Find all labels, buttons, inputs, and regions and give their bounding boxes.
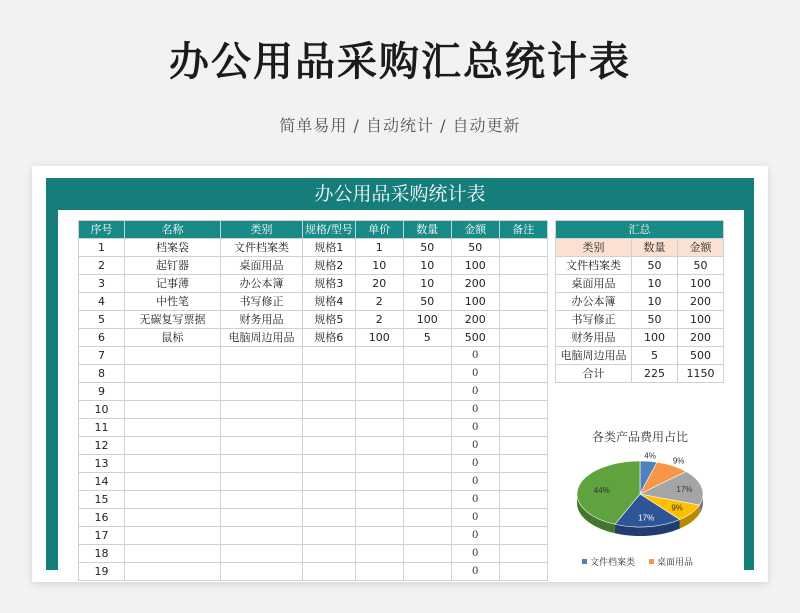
summary-cell[interactable]: 50 [678, 257, 724, 275]
table-cell[interactable] [499, 437, 547, 455]
table-cell[interactable]: 0 [451, 455, 499, 473]
table-cell[interactable]: 电脑周边用品 [221, 329, 303, 347]
column-header[interactable]: 类别 [221, 221, 303, 239]
table-cell[interactable]: 15 [79, 491, 125, 509]
pie-data-label: 9% [671, 503, 683, 513]
table-cell[interactable] [499, 527, 547, 545]
table-cell[interactable] [125, 491, 221, 509]
summary-column-header[interactable]: 类别 [556, 239, 632, 257]
table-cell[interactable]: 鼠标 [125, 329, 221, 347]
table-cell[interactable] [221, 365, 303, 383]
table-cell[interactable]: 500 [451, 329, 499, 347]
summary-cell[interactable]: 200 [678, 329, 724, 347]
legend-label: 文件档案类 [590, 558, 636, 568]
table-cell[interactable]: 200 [451, 311, 499, 329]
table-cell[interactable] [125, 455, 221, 473]
summary-table [555, 220, 724, 383]
summary-cell[interactable]: 5 [632, 347, 678, 365]
spreadsheet-frame [46, 178, 754, 578]
table-cell[interactable]: 5 [79, 311, 125, 329]
table-cell[interactable] [499, 293, 547, 311]
table-cell[interactable] [403, 545, 451, 563]
table-row [79, 545, 548, 563]
sheet-title: 办公用品采购统计表 [314, 183, 486, 205]
table-cell[interactable]: 13 [79, 455, 125, 473]
table-cell[interactable] [499, 401, 547, 419]
table-cell[interactable]: 14 [79, 473, 125, 491]
table-cell[interactable] [499, 275, 547, 293]
table-cell[interactable] [355, 545, 403, 563]
table-cell[interactable] [125, 527, 221, 545]
table-cell[interactable]: 0 [451, 347, 499, 365]
table-row [79, 329, 548, 347]
table-cell[interactable] [303, 473, 356, 491]
summary-cell[interactable]: 办公本簿 [556, 293, 632, 311]
summary-cell[interactable]: 100 [678, 311, 724, 329]
table-cell[interactable] [403, 527, 451, 545]
table-cell[interactable] [403, 365, 451, 383]
table-cell[interactable]: 规格3 [303, 275, 356, 293]
table-cell[interactable] [499, 365, 547, 383]
table-cell[interactable] [221, 419, 303, 437]
summary-cell[interactable]: 电脑周边用品 [556, 347, 632, 365]
table-cell[interactable]: 50 [403, 239, 451, 257]
page-subtitle: 简单易用 / 自动统计 / 自动更新 [279, 116, 521, 135]
table-cell[interactable] [303, 401, 356, 419]
table-cell[interactable]: 12 [79, 437, 125, 455]
table-cell[interactable]: 50 [403, 293, 451, 311]
table-cell[interactable]: 0 [451, 401, 499, 419]
table-row [79, 455, 548, 473]
column-header[interactable]: 规格/型号 [303, 221, 356, 239]
summary-cell[interactable]: 500 [678, 347, 724, 365]
table-cell[interactable] [499, 455, 547, 473]
table-cell[interactable]: 10 [403, 257, 451, 275]
table-cell[interactable] [355, 491, 403, 509]
table-cell[interactable] [221, 437, 303, 455]
table-cell[interactable]: 0 [451, 545, 499, 563]
legend-label: 桌面用品 [657, 558, 694, 568]
column-header[interactable]: 单价 [355, 221, 403, 239]
table-cell[interactable]: 100 [451, 257, 499, 275]
table-cell[interactable] [355, 455, 403, 473]
table-cell[interactable] [499, 491, 547, 509]
table-cell[interactable] [403, 383, 451, 401]
purchase-table [78, 220, 548, 581]
table-cell[interactable] [303, 527, 356, 545]
table-cell[interactable]: 6 [79, 329, 125, 347]
chart-legend [582, 555, 693, 568]
summary-cell[interactable]: 书写修正 [556, 311, 632, 329]
summary-cell[interactable]: 50 [632, 311, 678, 329]
table-cell[interactable]: 0 [451, 527, 499, 545]
summary-row [556, 257, 724, 275]
table-cell[interactable] [355, 365, 403, 383]
summary-cell[interactable]: 10 [632, 275, 678, 293]
table-cell[interactable]: 无碳复写票据 [125, 311, 221, 329]
table-cell[interactable]: 100 [403, 311, 451, 329]
table-cell[interactable]: 书写修正 [221, 293, 303, 311]
summary-cell[interactable]: 200 [678, 293, 724, 311]
table-row [79, 563, 548, 581]
table-cell[interactable] [355, 509, 403, 527]
table-cell[interactable] [125, 347, 221, 365]
summary-cell[interactable]: 文件档案类 [556, 257, 632, 275]
summary-total-row [556, 365, 724, 383]
table-row [79, 401, 548, 419]
table-cell[interactable]: 10 [79, 401, 125, 419]
summary-cell[interactable]: 100 [678, 275, 724, 293]
table-cell[interactable] [303, 419, 356, 437]
table-cell[interactable]: 4 [79, 293, 125, 311]
summary-cell[interactable]: 合计 [556, 365, 632, 383]
table-cell[interactable] [221, 563, 303, 581]
table-cell[interactable] [403, 509, 451, 527]
table-cell[interactable] [125, 365, 221, 383]
table-cell[interactable]: 档案袋 [125, 239, 221, 257]
cost-share-pie-chart [568, 450, 718, 550]
table-cell[interactable] [221, 383, 303, 401]
table-cell[interactable]: 0 [451, 365, 499, 383]
legend-swatch [582, 559, 587, 564]
table-cell[interactable]: 2 [355, 311, 403, 329]
table-cell[interactable]: 2 [79, 257, 125, 275]
column-header[interactable]: 数量 [403, 221, 451, 239]
table-cell[interactable] [125, 419, 221, 437]
table-cell[interactable] [499, 545, 547, 563]
table-row [79, 491, 548, 509]
table-row [79, 473, 548, 491]
table-row [79, 419, 548, 437]
table-row [79, 275, 548, 293]
table-cell[interactable] [355, 347, 403, 365]
column-header[interactable]: 金额 [451, 221, 499, 239]
table-cell[interactable] [125, 545, 221, 563]
table-row [79, 257, 548, 275]
table-cell[interactable] [125, 401, 221, 419]
table-cell[interactable] [303, 545, 356, 563]
summary-row [556, 293, 724, 311]
table-cell[interactable]: 9 [79, 383, 125, 401]
table-cell[interactable]: 0 [451, 509, 499, 527]
column-header[interactable]: 名称 [125, 221, 221, 239]
table-cell[interactable] [499, 419, 547, 437]
page-title: 办公用品采购汇总统计表 [169, 39, 631, 85]
table-cell[interactable]: 20 [355, 275, 403, 293]
table-cell[interactable]: 7 [79, 347, 125, 365]
table-cell[interactable]: 0 [451, 563, 499, 581]
table-cell[interactable] [303, 437, 356, 455]
table-cell[interactable]: 18 [79, 545, 125, 563]
table-cell[interactable] [125, 437, 221, 455]
summary-cell[interactable]: 1150 [678, 365, 724, 383]
table-cell[interactable]: 0 [451, 437, 499, 455]
chart-title: 各类产品费用占比 [591, 430, 688, 444]
table-cell[interactable]: 0 [451, 491, 499, 509]
table-cell[interactable] [403, 419, 451, 437]
summary-cell[interactable]: 10 [632, 293, 678, 311]
legend-swatch [649, 559, 654, 564]
table-cell[interactable] [221, 491, 303, 509]
table-cell[interactable]: 中性笔 [125, 293, 221, 311]
table-cell[interactable] [499, 509, 547, 527]
table-row [79, 383, 548, 401]
table-cell[interactable]: 1 [355, 239, 403, 257]
table-cell[interactable]: 桌面用品 [221, 257, 303, 275]
table-cell[interactable]: 规格6 [303, 329, 356, 347]
table-cell[interactable] [355, 527, 403, 545]
table-cell[interactable] [303, 347, 356, 365]
summary-column-header[interactable]: 数量 [632, 239, 678, 257]
table-cell[interactable] [303, 455, 356, 473]
table-cell[interactable]: 记事薄 [125, 275, 221, 293]
summary-row [556, 347, 724, 365]
table-cell[interactable]: 10 [403, 275, 451, 293]
summary-cell[interactable]: 财务用品 [556, 329, 632, 347]
table-cell[interactable] [499, 383, 547, 401]
table-cell[interactable]: 19 [79, 563, 125, 581]
legend-item[interactable] [582, 555, 635, 568]
pie-data-label: 44% [593, 485, 610, 495]
table-cell[interactable] [303, 509, 356, 527]
summary-column-header[interactable]: 金额 [678, 239, 724, 257]
column-header[interactable]: 备注 [499, 221, 547, 239]
summary-cell[interactable]: 桌面用品 [556, 275, 632, 293]
table-cell[interactable] [125, 473, 221, 491]
table-cell[interactable] [403, 401, 451, 419]
table-cell[interactable]: 3 [79, 275, 125, 293]
table-cell[interactable] [221, 509, 303, 527]
table-cell[interactable]: 1 [79, 239, 125, 257]
table-cell[interactable] [403, 491, 451, 509]
summary-row [556, 275, 724, 293]
table-row [79, 239, 548, 257]
table-cell[interactable] [499, 563, 547, 581]
table-cell[interactable] [221, 545, 303, 563]
table-row [79, 437, 548, 455]
table-cell[interactable]: 200 [451, 275, 499, 293]
table-cell[interactable] [499, 239, 547, 257]
table-cell[interactable] [221, 347, 303, 365]
table-cell[interactable]: 5 [403, 329, 451, 347]
table-cell[interactable]: 11 [79, 419, 125, 437]
table-cell[interactable] [499, 347, 547, 365]
table-cell[interactable]: 2 [355, 293, 403, 311]
pie-data-label: 4% [644, 451, 656, 461]
table-cell[interactable]: 0 [451, 473, 499, 491]
pie-data-label: 17% [676, 485, 693, 495]
table-cell[interactable] [355, 563, 403, 581]
table-cell[interactable] [355, 383, 403, 401]
table-cell[interactable] [125, 509, 221, 527]
column-header[interactable]: 序号 [79, 221, 125, 239]
table-cell[interactable] [303, 383, 356, 401]
table-cell[interactable]: 起钉器 [125, 257, 221, 275]
purchase-table-header [79, 221, 548, 239]
summary-cell[interactable]: 225 [632, 365, 678, 383]
summary-title: 汇总 [556, 221, 724, 239]
table-cell[interactable] [499, 311, 547, 329]
summary-row [556, 311, 724, 329]
table-cell[interactable] [355, 437, 403, 455]
table-cell[interactable]: 规格2 [303, 257, 356, 275]
table-cell[interactable] [355, 473, 403, 491]
table-cell[interactable]: 0 [451, 383, 499, 401]
table-cell[interactable] [403, 455, 451, 473]
table-cell[interactable] [221, 527, 303, 545]
table-row [79, 365, 548, 383]
table-cell[interactable]: 16 [79, 509, 125, 527]
summary-row [556, 329, 724, 347]
table-cell[interactable] [403, 563, 451, 581]
table-row [79, 311, 548, 329]
table-cell[interactable]: 100 [355, 329, 403, 347]
table-cell[interactable]: 办公本簿 [221, 275, 303, 293]
table-row [79, 527, 548, 545]
table-cell[interactable] [125, 383, 221, 401]
table-row [79, 293, 548, 311]
table-cell[interactable] [303, 491, 356, 509]
table-cell[interactable] [221, 401, 303, 419]
table-cell[interactable]: 规格4 [303, 293, 356, 311]
table-cell[interactable]: 17 [79, 527, 125, 545]
summary-cell[interactable]: 100 [632, 329, 678, 347]
table-cell[interactable] [403, 473, 451, 491]
table-cell[interactable] [403, 347, 451, 365]
table-cell[interactable] [499, 473, 547, 491]
legend-item[interactable] [649, 555, 693, 568]
table-cell[interactable]: 财务用品 [221, 311, 303, 329]
table-cell[interactable]: 规格5 [303, 311, 356, 329]
table-row [79, 509, 548, 527]
pie-data-label: 17% [638, 513, 655, 523]
summary-cell[interactable]: 50 [632, 257, 678, 275]
summary-header-row [556, 239, 724, 257]
table-row [79, 347, 548, 365]
table-cell[interactable] [303, 563, 356, 581]
table-cell[interactable] [303, 365, 356, 383]
table-cell[interactable] [499, 329, 547, 347]
table-cell[interactable]: 10 [355, 257, 403, 275]
table-cell[interactable] [403, 437, 451, 455]
table-cell[interactable] [125, 563, 221, 581]
pie-data-label: 9% [672, 456, 685, 466]
table-cell[interactable] [355, 401, 403, 419]
table-cell[interactable]: 文件档案类 [221, 239, 303, 257]
table-cell[interactable]: 8 [79, 365, 125, 383]
table-cell[interactable] [221, 455, 303, 473]
table-cell[interactable]: 100 [451, 293, 499, 311]
sheet-body [58, 210, 744, 578]
table-cell[interactable]: 0 [451, 419, 499, 437]
table-cell[interactable]: 规格1 [303, 239, 356, 257]
table-cell[interactable] [355, 419, 403, 437]
table-cell[interactable] [499, 257, 547, 275]
table-cell[interactable]: 50 [451, 239, 499, 257]
table-cell[interactable] [221, 473, 303, 491]
